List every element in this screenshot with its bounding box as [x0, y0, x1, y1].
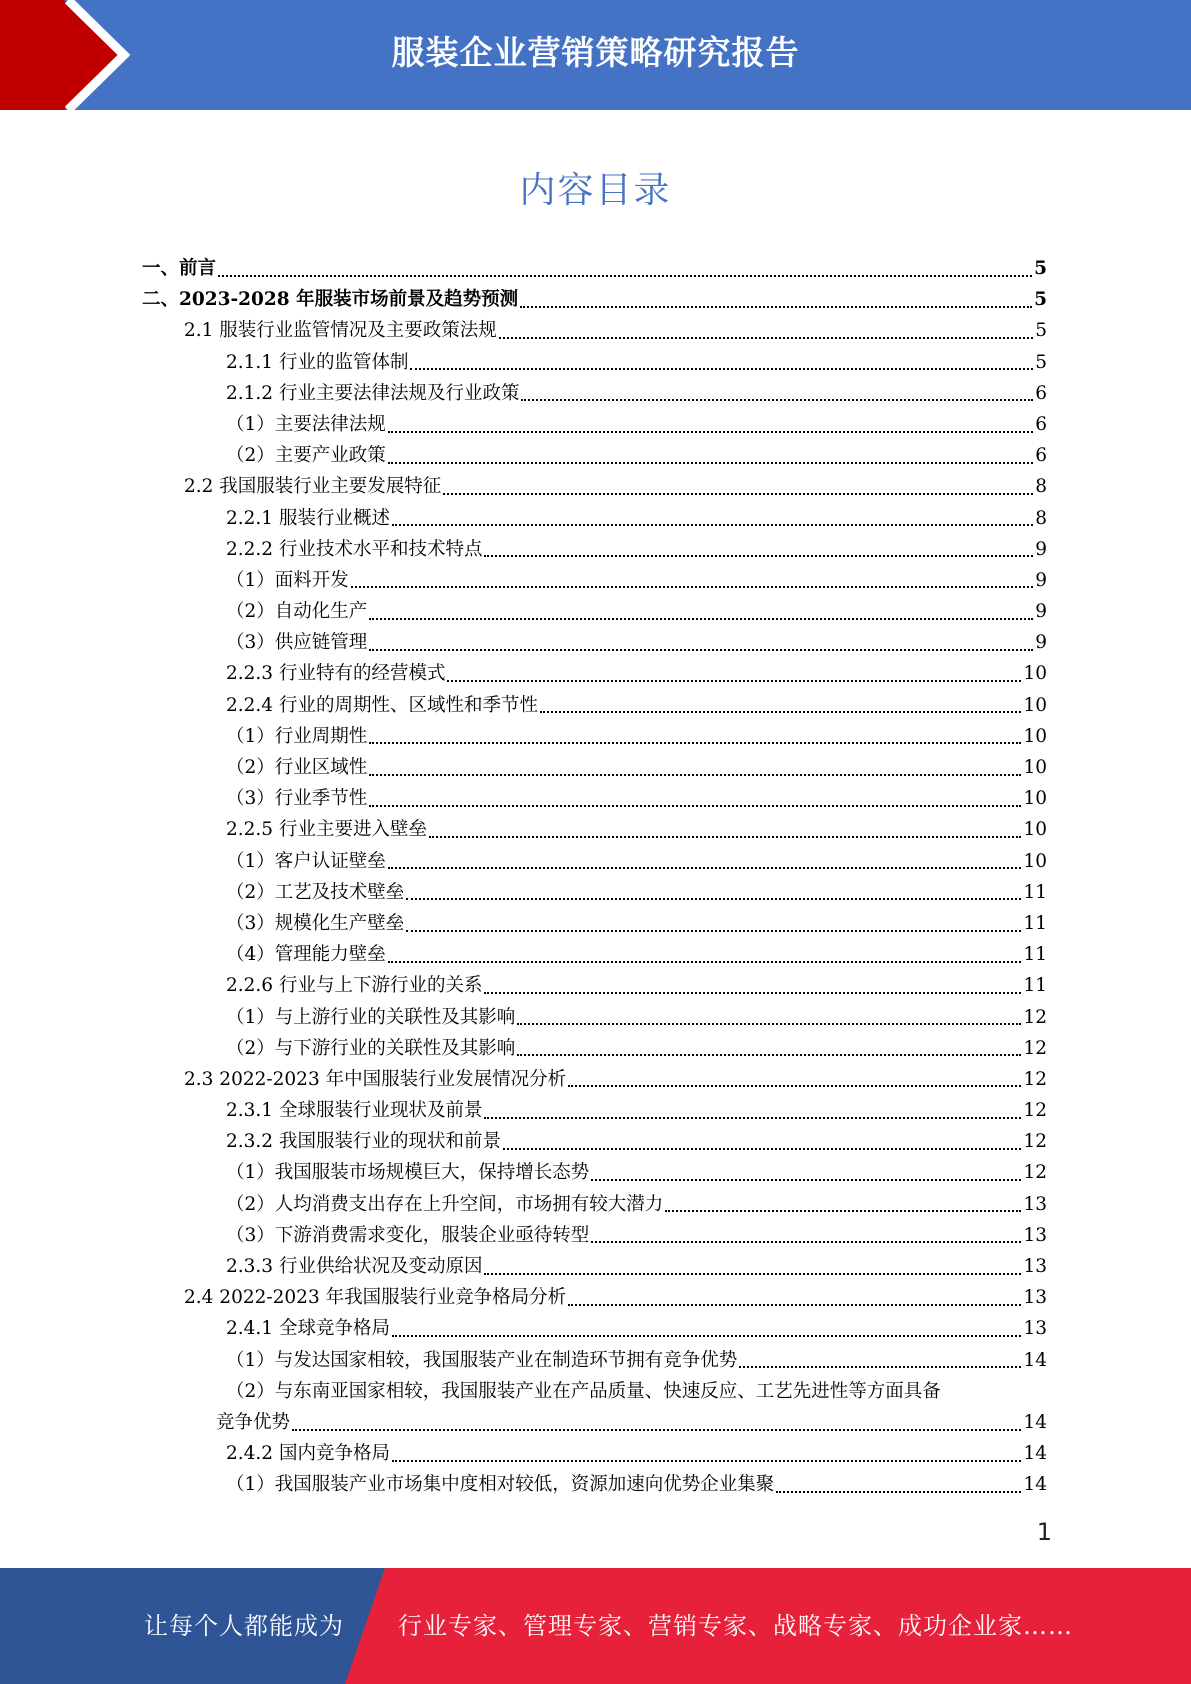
toc-page-number: 6 — [1035, 413, 1047, 435]
toc-page-number: 10 — [1023, 725, 1047, 747]
toc-page-number: 10 — [1023, 694, 1047, 716]
footer-slogan-right: 行业专家、管理专家、营销专家、战略专家、成功企业家…… — [398, 1612, 1073, 1640]
dot-leader — [568, 1085, 1021, 1087]
toc-entry-text: （2）自动化生产 — [226, 601, 368, 623]
dot-leader — [447, 680, 1021, 682]
report-title: 服装企业营销策略研究报告 — [391, 33, 800, 72]
dot-leader — [392, 1460, 1021, 1462]
toc-page-number: 6 — [1035, 382, 1047, 404]
footer-banner — [0, 1568, 1191, 1684]
toc-entry-text: 2.3.1 全球服装行业现状及前景 — [226, 1100, 483, 1122]
toc-page-number: 13 — [1023, 1256, 1047, 1277]
toc-entry[interactable] — [142, 1002, 1047, 1033]
toc-entry[interactable] — [142, 534, 1047, 565]
toc-entry-text: 2.3 2022-2023 年中国服装行业发展情况分析 — [184, 1068, 567, 1090]
toc-entry-text: （1）面料开发 — [226, 569, 349, 591]
toc-entry[interactable] — [142, 690, 1047, 721]
dot-leader — [520, 306, 1032, 308]
toc-entry[interactable] — [142, 1251, 1047, 1282]
dot-leader — [429, 836, 1021, 838]
toc-page-number: 13 — [1023, 1287, 1047, 1309]
dot-leader — [392, 1335, 1021, 1337]
dot-leader — [369, 618, 1033, 620]
toc-page-number: 8 — [1035, 476, 1047, 498]
toc-entry[interactable] — [142, 1438, 1047, 1469]
toc-page-number: 9 — [1035, 569, 1047, 591]
toc-page-number: 12 — [1023, 1068, 1047, 1090]
toc-entry[interactable] — [142, 846, 1047, 877]
toc-page-number: 11 — [1023, 881, 1047, 903]
toc-entry[interactable] — [142, 1469, 1047, 1500]
toc-page-number: 13 — [1023, 1224, 1047, 1246]
toc-page-number: 12 — [1023, 1162, 1047, 1184]
dot-leader — [406, 898, 1021, 900]
dot-leader — [351, 586, 1033, 588]
toc-entry[interactable] — [142, 877, 1047, 908]
toc-entry[interactable] — [142, 1126, 1047, 1157]
toc-page-number: 12 — [1023, 1037, 1047, 1059]
toc-page-number: 13 — [1023, 1318, 1047, 1340]
toc-page-number: 11 — [1023, 975, 1047, 997]
toc-page-number: 14 — [1023, 1349, 1047, 1371]
toc-entry[interactable] — [142, 378, 1047, 409]
toc-entry-text: （1）我国服装市场规模巨大，保持增长态势 — [226, 1162, 590, 1184]
toc-entry-text-continued: 竞争优势 — [216, 1411, 291, 1433]
dot-leader — [484, 992, 1021, 994]
dot-leader — [369, 774, 1021, 776]
dot-leader — [392, 524, 1033, 526]
toc-entry[interactable] — [142, 970, 1047, 1001]
toc-entry[interactable] — [142, 596, 1047, 627]
toc-entry-text: （1）客户认证壁垒 — [226, 850, 386, 872]
dot-leader — [591, 1179, 1021, 1181]
toc-entry[interactable] — [142, 1189, 1047, 1220]
toc-entry[interactable] — [142, 440, 1047, 471]
toc-entry[interactable] — [142, 347, 1047, 378]
toc-entry-text: （3）供应链管理 — [226, 632, 368, 654]
toc-page-number: 12 — [1023, 1100, 1047, 1122]
dot-leader — [369, 742, 1021, 744]
toc-page-number: 11 — [1023, 912, 1047, 934]
footer-slogan-left: 让每个人都能成为 — [144, 1612, 344, 1640]
dot-leader — [484, 1117, 1021, 1119]
toc-entry[interactable] — [142, 1345, 1047, 1376]
dot-leader — [484, 1273, 1021, 1275]
toc-entry-text: 2.2.5 行业主要进入壁垒 — [226, 819, 427, 841]
dot-leader — [499, 337, 1033, 339]
toc-entry-text: （3）规模化生产壁垒 — [226, 912, 405, 934]
toc-entry[interactable] — [142, 1095, 1047, 1126]
toc-entry-text: （1）与上游行业的关联性及其影响 — [226, 1006, 516, 1028]
toc-entry[interactable] — [142, 1157, 1047, 1188]
dot-leader — [406, 930, 1021, 932]
dot-leader — [540, 711, 1021, 713]
toc-heading: 内容目录 — [519, 170, 672, 211]
toc-page-number: 5 — [1035, 351, 1047, 373]
toc-entry[interactable] — [142, 409, 1047, 440]
toc-entry-text: （1）与发达国家相较，我国服装产业在制造环节拥有竞争优势 — [226, 1349, 738, 1371]
dot-leader — [568, 1304, 1021, 1306]
dot-leader — [369, 805, 1021, 807]
dot-leader — [388, 867, 1022, 869]
toc-page-number: 14 — [1023, 1474, 1047, 1496]
dot-leader — [484, 555, 1033, 557]
dot-leader — [388, 462, 1033, 464]
dot-leader — [517, 1054, 1021, 1056]
toc-entry-text: 2.1.2 行业主要法律法规及行业政策 — [226, 382, 520, 404]
toc-entry-text: 一、前言 — [142, 258, 217, 279]
toc-entry[interactable] — [142, 1282, 1047, 1313]
dot-leader — [503, 1148, 1021, 1150]
dot-leader — [388, 961, 1022, 963]
toc-entry[interactable] — [142, 1220, 1047, 1251]
toc-entry[interactable] — [142, 814, 1047, 845]
toc-page-number: 12 — [1023, 1006, 1047, 1028]
toc-entry-text: （4）管理能力壁垒 — [226, 944, 386, 966]
toc-entry-text: 2.2.1 服装行业概述 — [226, 507, 390, 529]
dot-leader — [521, 399, 1033, 401]
toc-page-number: 10 — [1023, 663, 1047, 685]
toc-entry-text: （3）下游消费需求变化，服装企业亟待转型 — [226, 1224, 590, 1246]
page-number: 1 — [1036, 1518, 1052, 1546]
toc-page-number: 9 — [1035, 601, 1047, 623]
dot-leader — [410, 368, 1033, 370]
toc-entry-text: 2.2 我国服装行业主要发展特征 — [184, 476, 442, 498]
toc-entry-text: （1）行业周期性 — [226, 725, 368, 747]
dot-leader — [388, 431, 1033, 433]
dot-leader — [776, 1491, 1021, 1493]
toc-entry[interactable] — [142, 783, 1047, 814]
toc-page-number: 11 — [1023, 944, 1047, 966]
toc-entry[interactable] — [142, 315, 1047, 346]
toc-page-number: 5 — [1035, 320, 1047, 342]
toc-page-number: 9 — [1035, 538, 1047, 560]
toc-entry[interactable] — [142, 284, 1047, 315]
toc-entry-text: （1）主要法律法规 — [226, 413, 386, 435]
toc-entry-text: 2.2.3 行业特有的经营模式 — [226, 663, 446, 685]
table-of-contents — [142, 253, 1047, 1501]
toc-entry[interactable] — [142, 627, 1047, 658]
toc-entry[interactable] — [142, 658, 1047, 689]
toc-entry-text: （2）主要产业政策 — [226, 445, 386, 467]
toc-page-number: 10 — [1023, 788, 1047, 810]
toc-entry-text: （2）行业区域性 — [226, 757, 368, 778]
toc-page-number: 5 — [1034, 289, 1047, 311]
toc-page-number: 10 — [1023, 850, 1047, 872]
toc-page-number: 5 — [1034, 258, 1047, 279]
dot-leader — [369, 649, 1033, 651]
toc-entry-text: （2）工艺及技术壁垒 — [226, 881, 405, 903]
dot-leader — [739, 1366, 1021, 1368]
toc-entry[interactable] — [142, 565, 1047, 596]
toc-page-number: 10 — [1023, 757, 1047, 778]
toc-entry[interactable] — [142, 1376, 1047, 1438]
toc-entry[interactable] — [142, 721, 1047, 752]
dot-leader — [218, 275, 1032, 277]
toc-entry-text: 2.2.4 行业的周期性、区域性和季节性 — [226, 694, 538, 716]
toc-entry[interactable] — [142, 939, 1047, 970]
toc-page-number: 6 — [1035, 445, 1047, 467]
toc-entry-text: 2.3.3 行业供给状况及变动原因 — [226, 1256, 483, 1277]
dot-leader — [443, 493, 1033, 495]
toc-entry-text: 2.2.6 行业与上下游行业的关系 — [226, 975, 483, 997]
toc-entry-text: （2）与下游行业的关联性及其影响 — [226, 1037, 516, 1059]
toc-entry[interactable] — [142, 752, 1047, 783]
dot-leader — [517, 1023, 1021, 1025]
toc-page-number: 9 — [1035, 632, 1047, 654]
toc-entry[interactable] — [142, 253, 1047, 284]
toc-entry-text: 2.2.2 行业技术水平和技术特点 — [226, 538, 483, 560]
toc-entry-text: 2.4.1 全球竞争格局 — [226, 1318, 390, 1340]
toc-entry[interactable] — [142, 503, 1047, 534]
toc-entry[interactable] — [142, 1313, 1047, 1344]
toc-page-number: 12 — [1023, 1131, 1047, 1153]
toc-entry[interactable] — [142, 1064, 1047, 1095]
toc-entry-text: （1）我国服装产业市场集中度相对较低，资源加速向优势企业集聚 — [226, 1474, 775, 1496]
toc-entry-text: （2）与东南亚国家相较，我国服装产业在产品质量、快速反应、工艺先进性等方面具备 — [226, 1380, 941, 1402]
toc-entry[interactable] — [142, 908, 1047, 939]
toc-entry-text: 2.1.1 行业的监管体制 — [226, 351, 409, 373]
toc-entry[interactable] — [142, 1033, 1047, 1064]
toc-page-number: 8 — [1035, 507, 1047, 529]
toc-entry-text: 二、2023-2028 年服装市场前景及趋势预测 — [142, 289, 519, 311]
toc-entry[interactable] — [142, 471, 1047, 502]
toc-page-number: 14 — [1023, 1443, 1047, 1465]
toc-entry-text: 2.4 2022-2023 年我国服装行业竞争格局分析 — [184, 1287, 567, 1309]
toc-entry-text: 2.1 服装行业监管情况及主要政策法规 — [184, 320, 497, 342]
toc-entry-text: （2）人均消费支出存在上升空间，市场拥有较大潜力 — [226, 1193, 664, 1215]
toc-entry-text: （3）行业季节性 — [226, 788, 368, 810]
dot-leader — [665, 1210, 1021, 1212]
toc-entry-text: 2.3.2 我国服装行业的现状和前景 — [226, 1131, 501, 1153]
toc-page-number: 13 — [1023, 1193, 1047, 1215]
toc-page-number: 10 — [1023, 819, 1047, 841]
dot-leader — [292, 1429, 1021, 1431]
toc-page-number: 14 — [1023, 1411, 1047, 1433]
header-banner — [0, 0, 1191, 110]
dot-leader — [591, 1241, 1021, 1243]
toc-entry-text: 2.4.2 国内竞争格局 — [226, 1443, 390, 1465]
